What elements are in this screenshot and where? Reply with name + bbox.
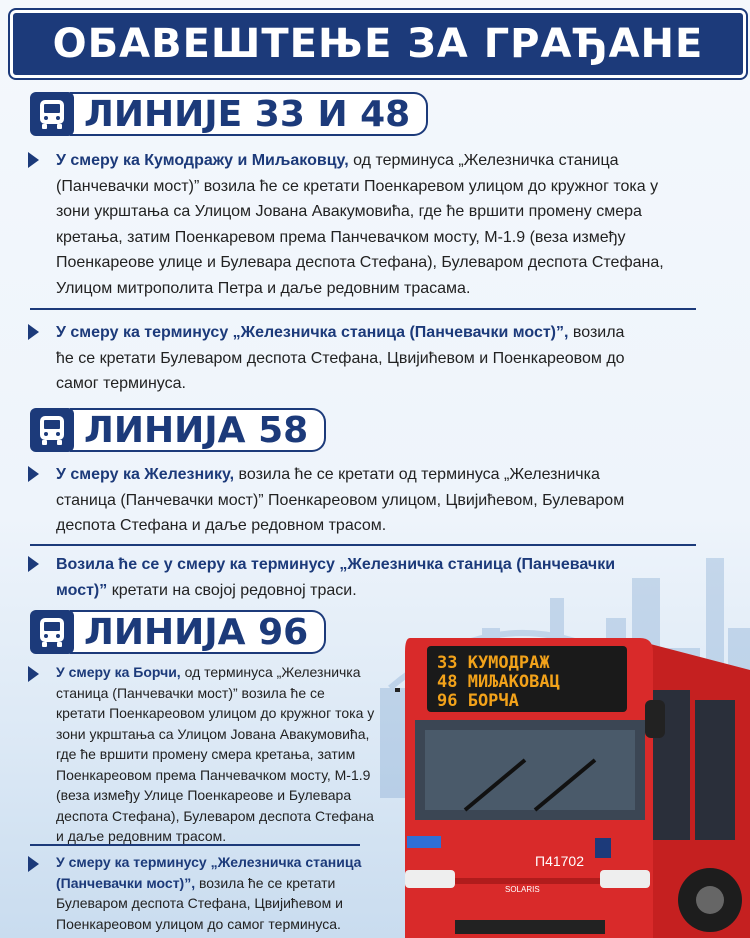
section-heading-line-58 [30, 408, 326, 452]
brand-logo-text: SOLARIS [505, 885, 540, 894]
paragraph-lead: У смеру ка Железнику, [56, 466, 235, 483]
bus-icon [30, 92, 74, 136]
bullet-arrow-icon [28, 556, 39, 572]
divider [30, 844, 360, 846]
bus-icon [30, 408, 74, 452]
divider [30, 544, 696, 546]
paragraph [36, 148, 676, 301]
divider [30, 308, 696, 310]
bullet-arrow-icon [28, 466, 39, 482]
paragraph-text: возила ће се кретати Булеваром деспота Стефана, Цвијићевом и Поенкареовом до самог терминуса. [56, 324, 625, 392]
fleet-number: П41702 [535, 853, 584, 869]
destination-line-3: 96 БОРЧА [437, 691, 519, 711]
paragraph-text: од терминуса „Железничка станица (Панчевачки мост)” возила ће се кретати Поенкареовом улицом до кружног тока у зони укрштања са Улицом Јована Авакумовића, где ће вршити промену смера кретања, затим Поенкареовом према Панчевачком мосту, М-1.9 (веза између Улице Поенкареове и Булевара деспота Стефана), Булеваром деспота Стефана и даље редовним трасом. [56, 664, 375, 844]
paragraph-lead: У смеру ка терминусу „Железничка станица (Панчевачки мост)”, [56, 854, 362, 891]
paragraph-text: кретати на својој редовној траси. [107, 581, 357, 599]
paragraph-lead: Возила ће се у смеру ка терминусу „Железничка станица (Панчевачки мост)” [56, 556, 616, 599]
page-title: ОБАВЕШТЕЊЕ ЗА ГРАЂАНЕ [52, 21, 704, 67]
bullet-arrow-icon [28, 856, 39, 872]
paragraph-text: возила ће се кретати Булеваром деспота Стефана, Цвијићевом и Поенкареовом улицом до самог терминуса. [56, 874, 343, 932]
paragraph [36, 552, 656, 603]
paragraph-text: од терминуса „Железничка станица (Панчевачки мост)” возила ће се кретати Поенкаревом улицом до кружног тока у зони укрштања са Улицом Јована Авакумовића, где ће вршити промену смера кретања, затим Поенкаревом према Панчевачком мосту, М-1.9 (веза између Поенкареове улице и Булевара деспота Стефана), Булеваром деспота Стефана, Улицом митрополита Петра и даље редовним трасама. [56, 152, 664, 297]
paragraph [36, 662, 376, 847]
paragraph [36, 462, 636, 539]
section-heading-line-96 [30, 610, 326, 654]
paragraph-lead: У смеру ка Кумодражу и Миљаковцу, [56, 152, 349, 169]
section-title: ЛИНИЈЕ 33 И 48 [70, 92, 428, 136]
destination-line-2: 48 МИЉАКОВАЦ [437, 672, 560, 692]
paragraph-text: возила ће се кретати од терминуса „Железничка станица (Панчевачки мост)” Поенкареовом улицом, Цвијићевом, Булеваром деспота Стефана и даље редовном трасом. [56, 466, 625, 534]
paragraph-lead: У смеру ка Борчи, [56, 664, 181, 680]
header-banner [10, 10, 746, 78]
bus-icon [30, 610, 74, 654]
section-title: ЛИНИЈА 58 [70, 408, 326, 452]
section-heading-lines-33-48 [30, 92, 428, 136]
destination-line-1: 33 КУМОДРАЖ [437, 653, 550, 673]
bullet-arrow-icon [28, 666, 39, 682]
section-title: ЛИНИЈА 96 [70, 610, 326, 654]
bullet-arrow-icon [28, 152, 39, 168]
bus-illustration [395, 630, 750, 938]
paragraph-lead: У смеру ка терминусу „Железничка станица (Панчевачки мост)”, [56, 324, 569, 341]
paragraph [36, 320, 636, 397]
paragraph [36, 852, 376, 934]
bullet-arrow-icon [28, 324, 39, 340]
